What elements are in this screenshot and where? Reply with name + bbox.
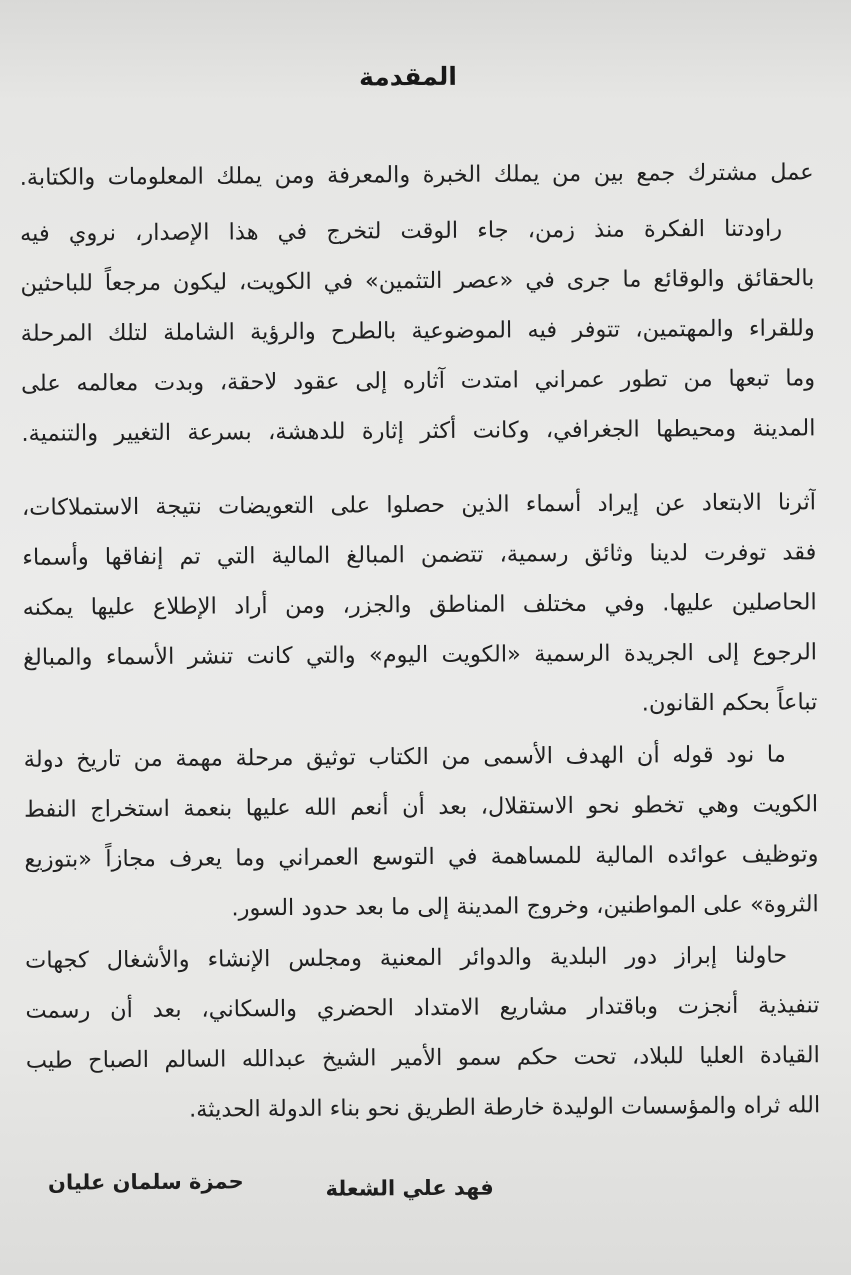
paragraph-line: تنفيذية أنجزت وباقتدار مشاريع الامتداد الحضري والسكاني، بعد أن رسمت <box>25 992 820 1024</box>
paragraph-line: آثرنا الابتعاد عن إيراد أسماء الذين حصلوا على التعويضات نتيجة الاستملاكات، <box>21 489 817 521</box>
paragraph-line: الثروة» على المواطنين، وخروج المدينة إلى ما بعد حدود السور. <box>231 891 819 922</box>
page-title: المقدمة <box>358 61 457 92</box>
paragraph-line: راودتنا الفكرة منذ زمن، جاء الوقت لتخرج في هذا الإصدار، نروي فيه <box>19 215 783 247</box>
paragraph-line: وللقراء والمهتمين، تتوفر فيه الموضوعية بالطرح والرؤية الشاملة لتلك المرحلة <box>20 315 815 347</box>
paragraph-line: فقد توفرت لدينا وثائق رسمية، تتضمن المبالغ المالية التي تم إنفاقها وأسماء <box>22 539 817 571</box>
paragraph-line: وما تبعها من تطور عمراني امتدت آثاره إلى عقود لاحقة، وبدت معالمه على <box>21 365 816 397</box>
paragraph-line: وتوظيف عوائده المالية للمساهمة في التوسع العمراني وما يعرف مجازاً «بتوزيع <box>24 841 819 873</box>
paragraph-line: حاولنا إبراز دور البلدية والدوائر المعنية ومجلس الإنشاء والأشغال كجهات <box>25 942 788 974</box>
paragraph-5 <box>25 930 820 1136</box>
paragraph-2 <box>20 203 816 459</box>
authors-signature-row <box>5 1165 851 1211</box>
author-name: فهد علي الشعلة <box>325 1175 494 1201</box>
paragraph-line: القيادة العليا للبلاد، تحت حكم سمو الأمير الشيخ عبدالله السالم الصباح طيب <box>25 1042 820 1074</box>
paragraph-4 <box>24 729 819 935</box>
paragraph-line: الكويت وهي تخطو نحو الاستقلال، بعد أن أنعم الله عليها بنعمة استخراج النفط <box>23 791 819 823</box>
paragraph-line: الله ثراه والمؤسسات الوليدة خارطة الطريق نحو بناء الدولة الحديثة. <box>188 1092 821 1123</box>
paragraph-line: تباعاً بحكم القانون. <box>641 689 818 717</box>
paragraph-3 <box>22 477 818 733</box>
paragraph-line: المدينة ومحيطها الجغرافي، وكانت أكثر إثارة للدهشة، بسرعة التغيير والتنمية. <box>21 415 816 447</box>
paragraph-line: ما نود قوله أن الهدف الأسمى من الكتاب توثيق مرحلة مهمة من تاريخ دولة <box>23 741 786 773</box>
paragraph-line: عمل مشترك جمع بين من يملك الخبرة والمعرفة ومن يملك المعلومات والكتابة. <box>19 159 814 191</box>
paragraph-line: الرجوع إلى الجريدة الرسمية «الكويت اليوم» والتي كانت تنشر الأسماء والمبالغ <box>22 639 818 671</box>
paragraph-line: الحاصلين عليها. وفي مختلف المناطق والجزر، ومن أراد الإطلاع عليها يمكنه <box>22 589 817 621</box>
paragraph-line: بالحقائق والوقائع ما جرى في «عصر التثمين» في الكويت، ليكون مرجعاً للباحثين <box>20 265 815 297</box>
author-name: حمزة سلمان عليان <box>47 1169 244 1195</box>
paragraph-1 <box>19 147 813 203</box>
